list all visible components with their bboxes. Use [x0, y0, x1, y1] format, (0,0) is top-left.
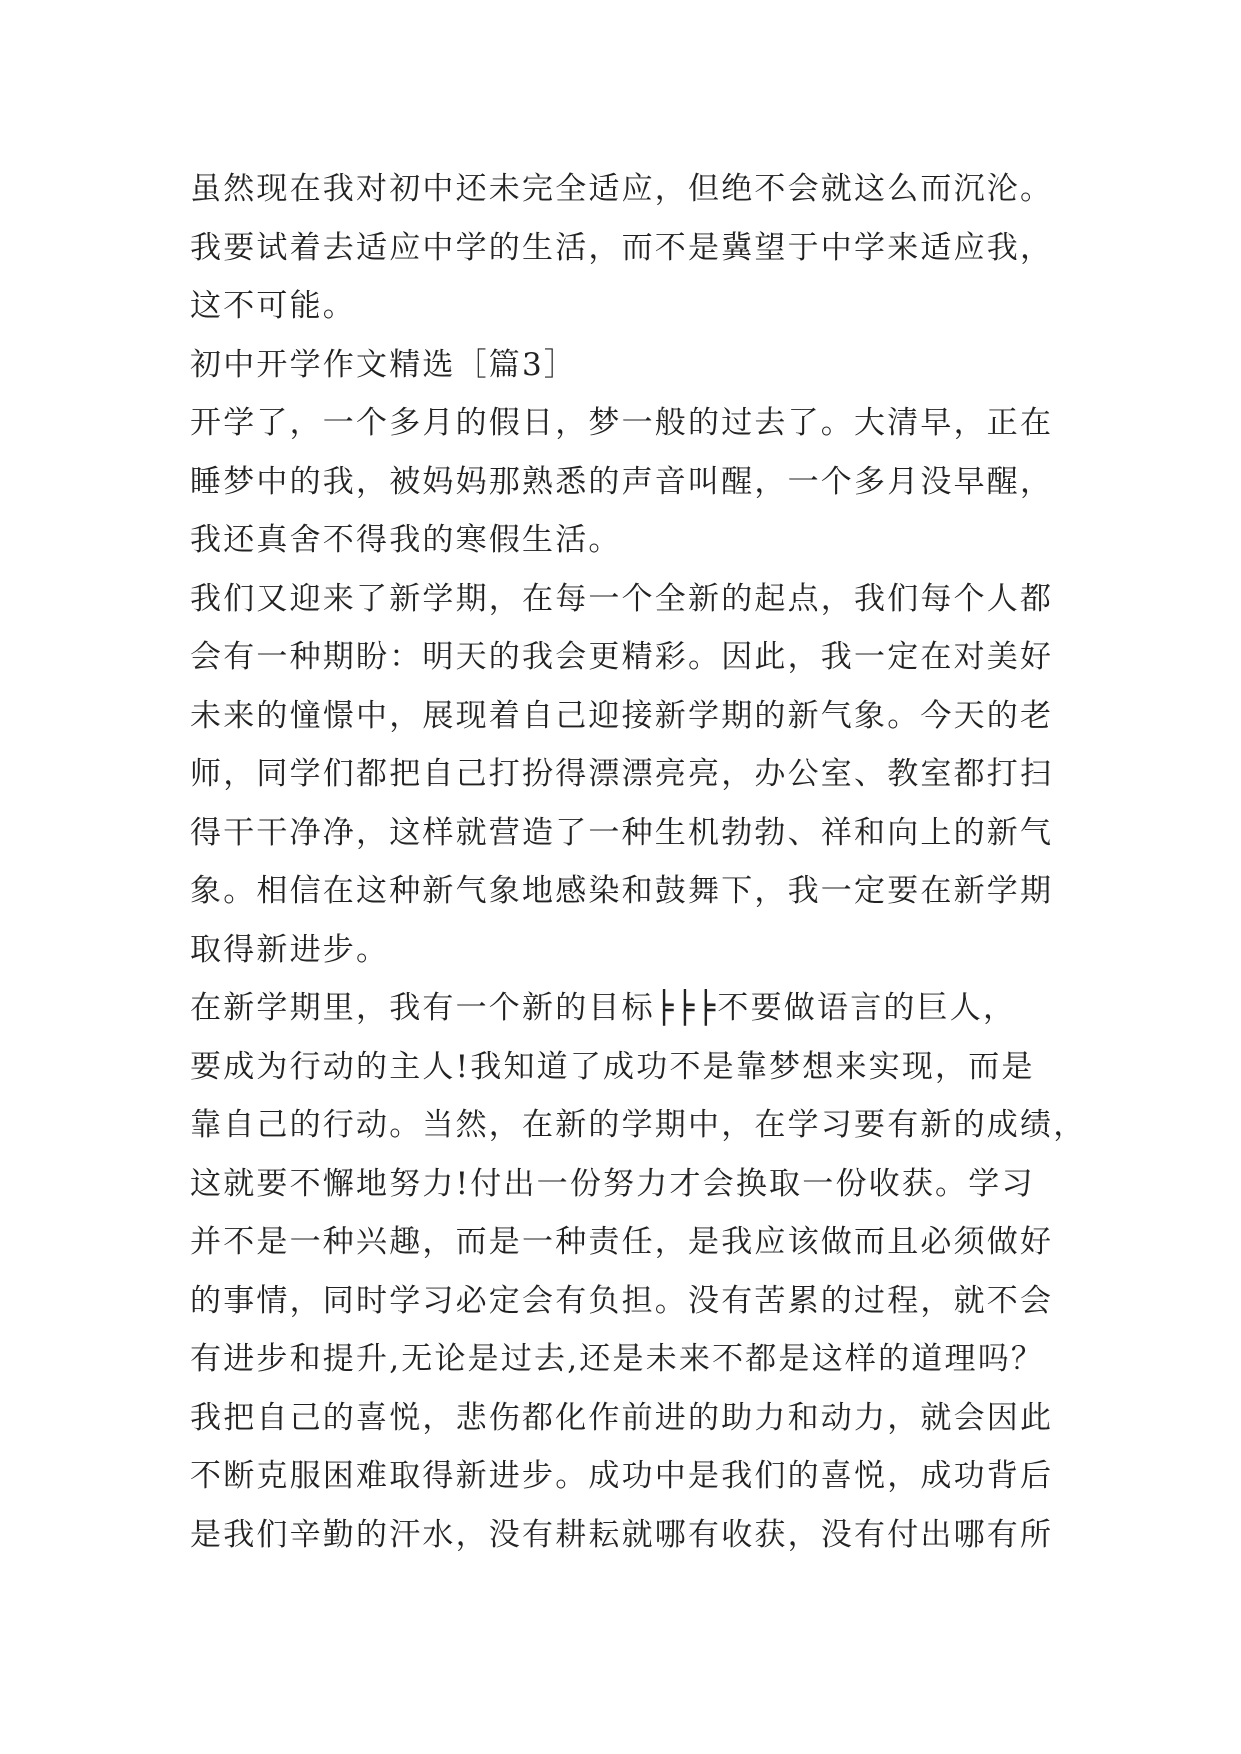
text-line: 会有一种期盼：明天的我会更精彩。因此，我一定在对美好: [190, 639, 1054, 675]
text-line: 我还真舍不得我的寒假生活。: [190, 522, 622, 558]
text-line: 靠自己的行动。当然，在新的学期中，在学习要有新的成绩，: [190, 1107, 1087, 1143]
section-heading: 初中开学作文精选［篇3］: [190, 346, 578, 383]
text-line: 是我们辛勤的汗水，没有耕耘就哪有收获，没有付出哪有所: [190, 1516, 1054, 1553]
text-line: 不断克服困难取得新进步。成功中是我们的喜悦，成功背后: [190, 1458, 1054, 1494]
text-line: 的事情，同时学习必定会有负担。没有苦累的过程，就不会: [190, 1282, 1054, 1319]
text-line: 这就要不懈地努力!付出一份努力才会换取一份收获。学习: [190, 1165, 1035, 1202]
document-body: [190, 160, 1087, 1564]
text-line: 我把自己的喜悦，悲伤都化作前进的助力和动力，就会因此: [190, 1399, 1054, 1436]
text-line: 虽然现在我对初中还未完全适应，但绝不会就这么而沉沦。: [190, 171, 1054, 207]
text-line: 在新学期里，我有一个新的目标╞╞╞不要做语言的巨人，: [190, 990, 1017, 1026]
text-line: 取得新进步。: [190, 931, 390, 968]
text-line: 开学了，一个多月的假日，梦一般的过去了。大清早，正在: [190, 405, 1054, 441]
text-line: 象。相信在这种新气象地感染和鼓舞下，我一定要在新学期: [190, 873, 1054, 909]
text-line: 这不可能。: [190, 288, 356, 324]
text-line: 我要试着去适应中学的生活，而不是冀望于中学来适应我，: [190, 229, 1054, 266]
text-line: 我们又迎来了新学期，在每一个全新的起点，我们每个人都: [190, 580, 1054, 617]
text-line: 睡梦中的我，被妈妈那熟悉的声音叫醒，一个多月没早醒，: [190, 463, 1054, 500]
text-line: 要成为行动的主人!我知道了成功不是靠梦想来实现，而是: [190, 1048, 1035, 1085]
text-line: 得干干净净，这样就营造了一种生机勃勃、祥和向上的新气: [190, 814, 1054, 851]
text-line: 有进步和提升,无论是过去,还是未来不都是这样的道理吗？: [190, 1341, 1045, 1377]
text-line: 未来的憧憬中，展现着自己迎接新学期的新气象。今天的老: [190, 697, 1054, 734]
text-line: 并不是一种兴趣，而是一种责任，是我应该做而且必须做好: [190, 1224, 1054, 1260]
text-line: 师，同学们都把自己打扮得漂漂亮亮，办公室、教室都打扫: [190, 756, 1054, 792]
